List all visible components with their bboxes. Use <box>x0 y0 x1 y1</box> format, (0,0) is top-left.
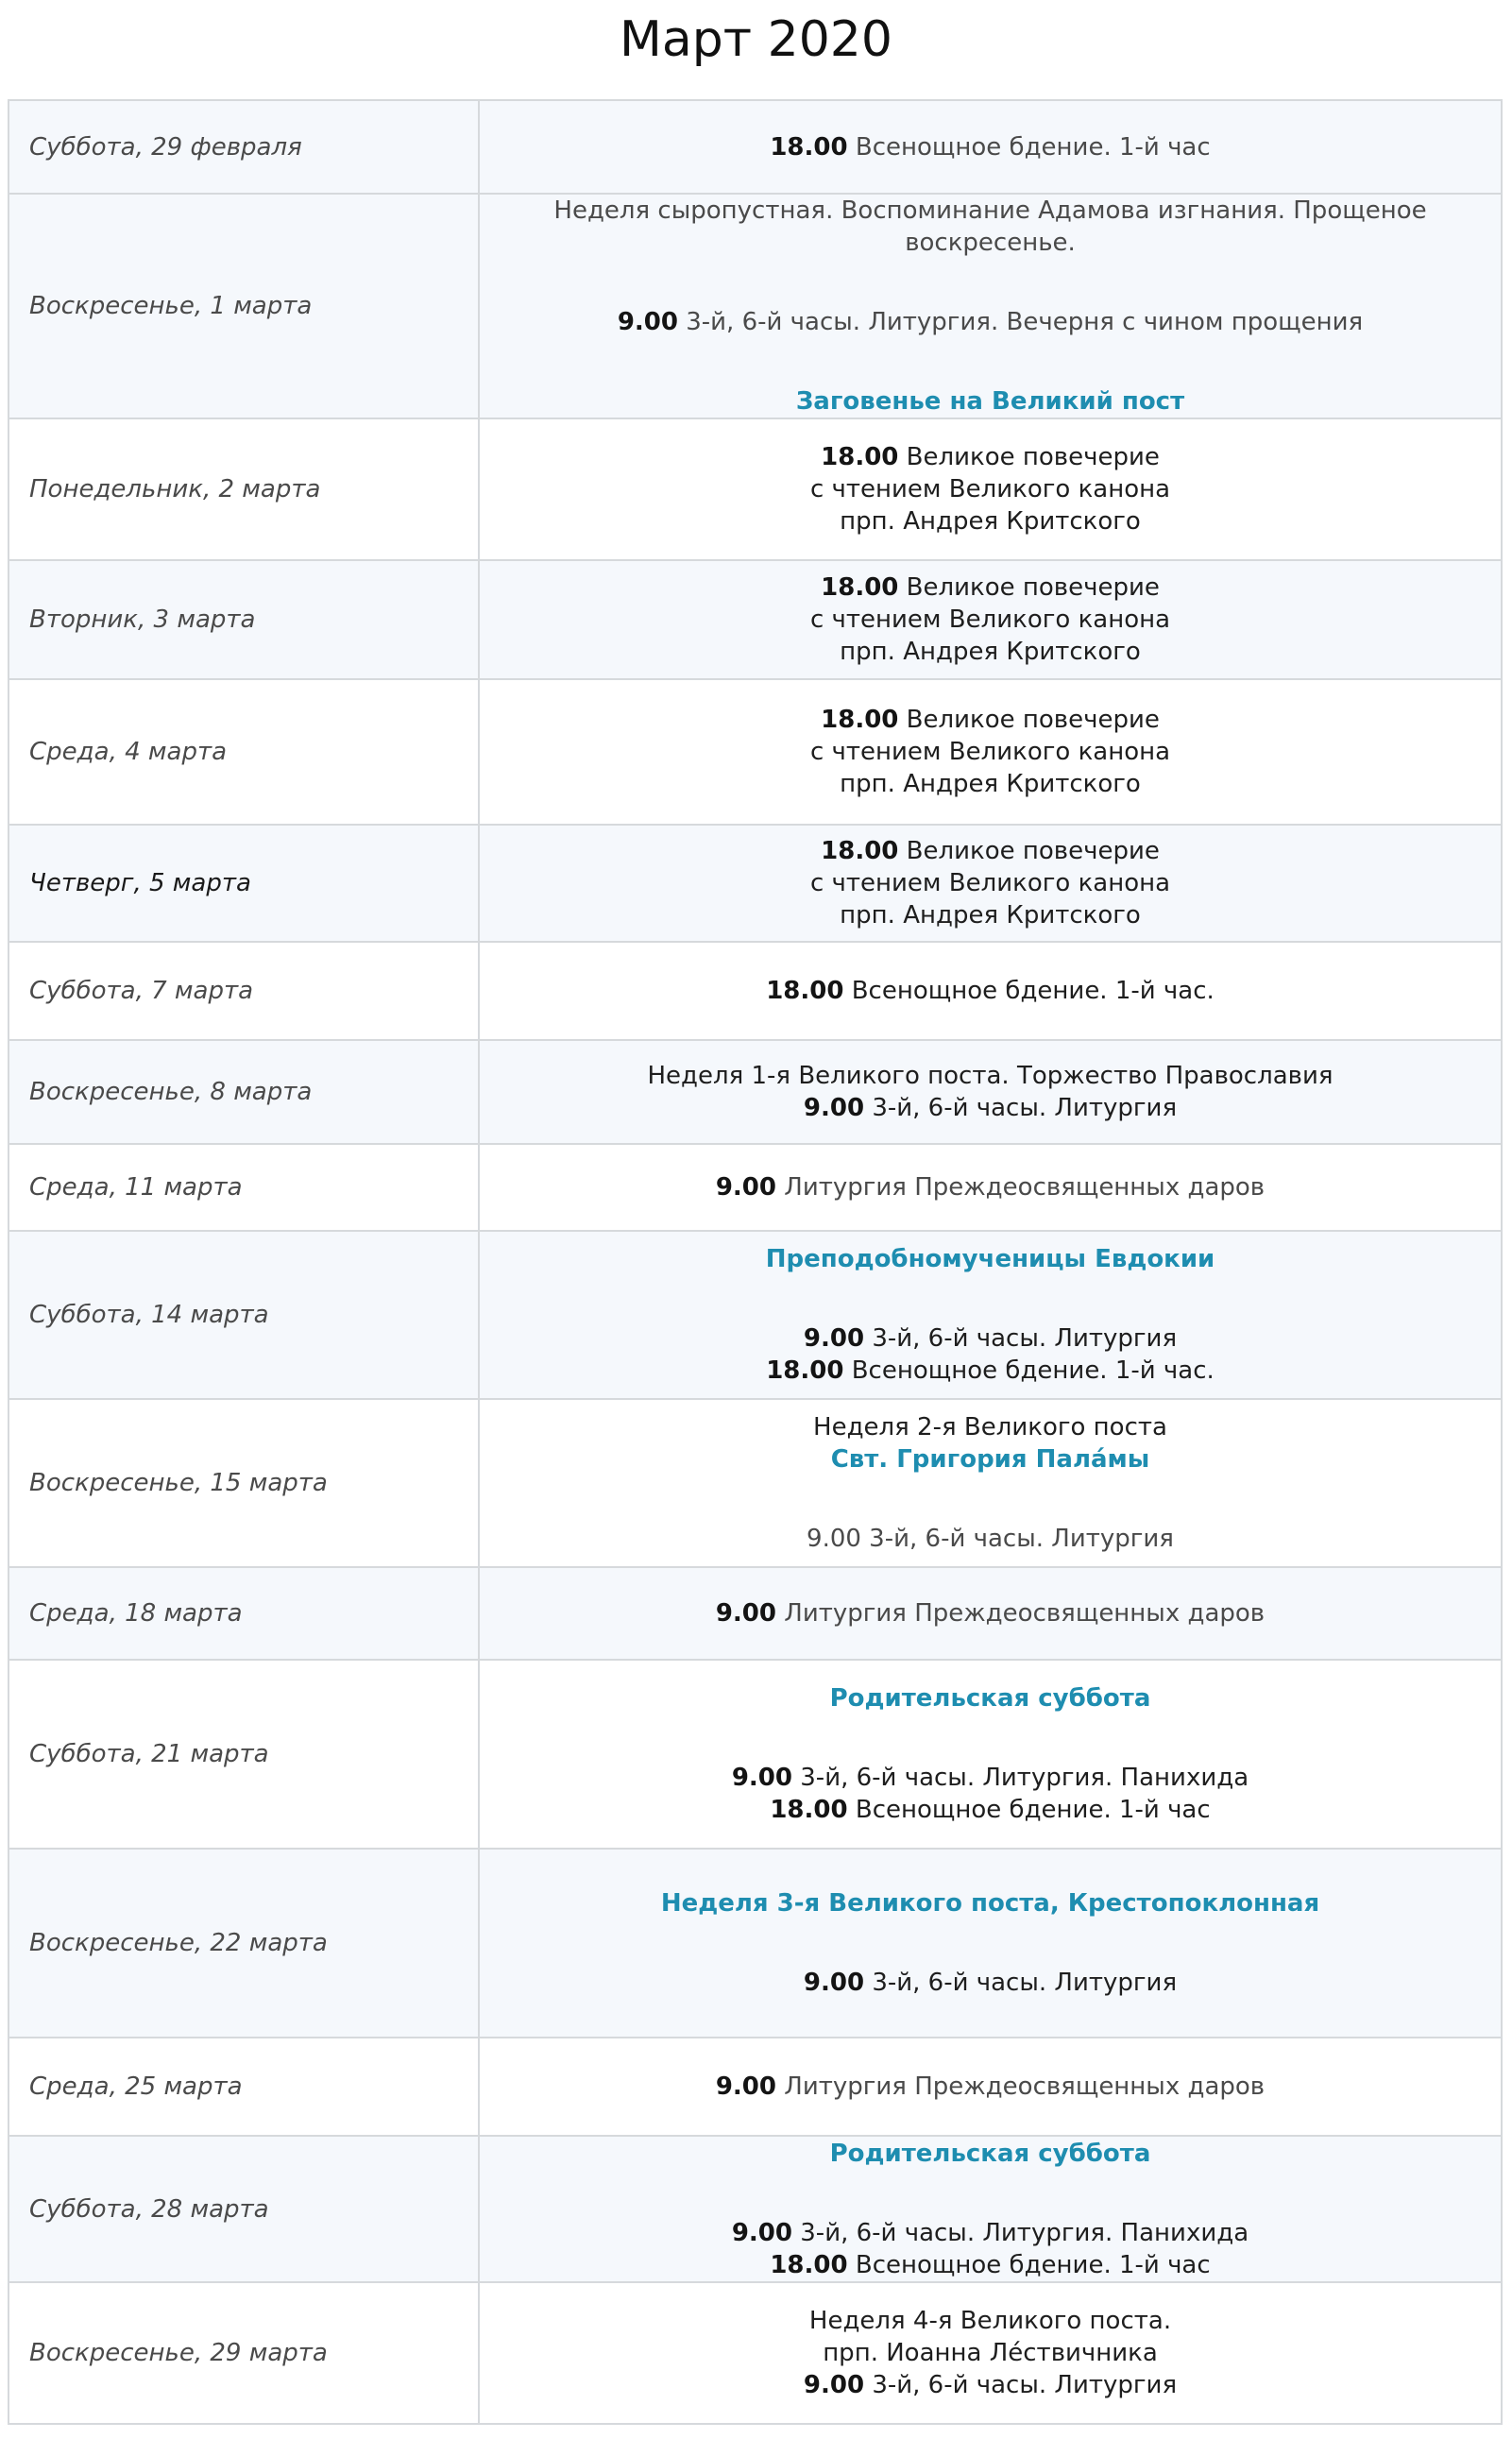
service-cell <box>479 1660 1502 1849</box>
service-line <box>480 1967 1501 1999</box>
page-title: Март 2020 <box>620 11 892 68</box>
table-row <box>8 679 1502 825</box>
service-line: Неделя 2-я Великого поста <box>813 1413 1167 1441</box>
service-time: 9.00 <box>731 1764 792 1792</box>
table-row <box>8 1040 1502 1144</box>
table-row <box>8 1399 1502 1567</box>
service-text: 3-й, 6-й часы. Литургия. Панихида <box>800 1764 1249 1792</box>
service-cell <box>479 1231 1502 1399</box>
service-text: Великое повечерие <box>906 573 1160 602</box>
service-time: 9.00 <box>803 1094 865 1122</box>
day-cell: Суббота, 7 марта <box>8 942 479 1040</box>
service-line <box>480 2071 1501 2103</box>
service-text: 3-й, 6-й часы. Литургия <box>872 1969 1178 1997</box>
day-cell: Воскресенье, 1 марта <box>8 194 479 418</box>
service-line <box>480 1171 1501 1203</box>
service-time: 9.00 <box>715 2072 776 2101</box>
service-time: 9.00 <box>715 1599 776 1628</box>
service-cell <box>479 1144 1502 1231</box>
service-time: 18.00 <box>766 977 844 1005</box>
service-cell <box>479 1399 1502 1567</box>
service-text: Всенощное бдение. 1-й час. <box>851 1356 1215 1385</box>
service-line <box>480 2217 1501 2249</box>
service-line: с чтением Великого канона <box>809 738 1171 766</box>
service-time: 18.00 <box>821 837 899 865</box>
service-cell <box>479 2282 1502 2424</box>
service-line <box>480 975 1501 1007</box>
service-text: Всенощное бдение. 1-й час <box>855 1796 1211 1824</box>
day-cell: Вторник, 3 марта <box>8 560 479 679</box>
service-line: прп. Иоанна Ле́ствичника <box>823 2339 1158 2367</box>
table-row <box>8 1849 1502 2038</box>
service-cell <box>479 1567 1502 1660</box>
table-row <box>8 1567 1502 1660</box>
service-text: 3-й, 6-й часы. Литургия <box>872 2371 1178 2399</box>
service-line <box>480 306 1501 338</box>
service-text: Всенощное бдение. 1-й час <box>855 132 1211 162</box>
table-row <box>8 100 1502 194</box>
service-cell <box>479 679 1502 825</box>
service-line: Неделя 1-я Великого поста. Торжество Православия <box>647 1062 1334 1090</box>
service-text: 3-й, 6-й часы. Литургия <box>872 1324 1178 1353</box>
service-time: 9.00 <box>731 2218 792 2247</box>
service-cell <box>479 1040 1502 1144</box>
service-line <box>480 1322 1501 1355</box>
service-cell <box>479 2136 1502 2282</box>
service-text: Великое повечерие <box>906 443 1160 471</box>
table-row <box>8 942 1502 1040</box>
service-line: Неделя сыропустная. Воспоминание Адамова изгнания. Прощеное воскресенье. <box>553 196 1427 257</box>
day-cell: Суббота, 29 февраля <box>8 100 479 194</box>
service-text: Всенощное бдение. 1-й час <box>855 2250 1211 2279</box>
day-cell: Суббота, 21 марта <box>8 1660 479 1849</box>
service-text: Литургия Преждеосвященных даров <box>784 1173 1266 1202</box>
service-time: 18.00 <box>821 573 899 602</box>
service-cell <box>479 100 1502 194</box>
day-cell: Воскресенье, 22 марта <box>8 1849 479 2038</box>
day-cell: Суббота, 14 марта <box>8 1231 479 1399</box>
service-time: 18.00 <box>770 132 848 162</box>
day-cell: Четверг, 5 марта <box>8 825 479 942</box>
service-cell <box>479 942 1502 1040</box>
service-text: 3-й, 6-й часы. Литургия. Вечерня с чином прощения <box>686 308 1364 336</box>
service-text: Литургия Преждеосвященных даров <box>784 2072 1266 2101</box>
service-line: прп. Андрея Критского <box>840 770 1141 798</box>
service-line: 9.00 3-й, 6-й часы. Литургия <box>807 1525 1174 1553</box>
service-text: Великое повечерие <box>906 837 1160 865</box>
service-line <box>480 704 1501 736</box>
service-line: Неделя 4-я Великого поста. <box>808 2307 1172 2335</box>
service-text: Всенощное бдение. 1-й час. <box>851 977 1215 1005</box>
day-cell: Суббота, 28 марта <box>8 2136 479 2282</box>
service-cell <box>479 194 1502 418</box>
table-row <box>8 1660 1502 1849</box>
service-time: 18.00 <box>821 706 899 734</box>
table-row <box>8 825 1502 942</box>
day-cell: Воскресенье, 8 марта <box>8 1040 479 1144</box>
service-line <box>480 2369 1501 2401</box>
service-cell <box>479 825 1502 942</box>
service-line: прп. Андрея Критского <box>840 507 1141 536</box>
service-time: 9.00 <box>803 1969 865 1997</box>
service-line <box>480 835 1501 867</box>
feast-heading: Заговенье на Великий пост <box>795 387 1185 416</box>
service-cell <box>479 418 1502 560</box>
day-cell: Понедельник, 2 марта <box>8 418 479 560</box>
service-line <box>480 1355 1501 1387</box>
day-cell: Среда, 18 марта <box>8 1567 479 1660</box>
service-time: 18.00 <box>770 1796 848 1824</box>
day-cell: Воскресенье, 29 марта <box>8 2282 479 2424</box>
service-text: 3-й, 6-й часы. Литургия <box>872 1094 1178 1122</box>
service-line <box>480 571 1501 604</box>
table-row <box>8 1231 1502 1399</box>
table-row <box>8 2038 1502 2136</box>
service-line: с чтением Великого канона <box>809 475 1171 503</box>
feast-heading: Родительская суббота <box>829 1684 1151 1713</box>
service-text: 3-й, 6-й часы. Литургия. Панихида <box>800 2218 1249 2247</box>
service-line <box>480 1597 1501 1629</box>
schedule-table <box>8 99 1503 2425</box>
service-cell <box>479 2038 1502 2136</box>
service-cell <box>479 1849 1502 2038</box>
service-time: 18.00 <box>821 443 899 471</box>
service-time: 9.00 <box>715 1173 776 1202</box>
service-time: 18.00 <box>766 1356 844 1385</box>
day-cell: Воскресенье, 15 марта <box>8 1399 479 1567</box>
service-time: 9.00 <box>803 2371 865 2399</box>
table-row <box>8 560 1502 679</box>
feast-heading: Неделя 3-я Великого поста, Крестопоклонная <box>660 1889 1320 1918</box>
service-line <box>480 1794 1501 1826</box>
table-row <box>8 194 1502 418</box>
feast-heading: Свт. Григория Пала́мы <box>830 1445 1150 1474</box>
service-line: прп. Андрея Критского <box>840 901 1141 930</box>
service-time: 18.00 <box>770 2250 848 2279</box>
service-line <box>480 1762 1501 1794</box>
day-cell: Среда, 11 марта <box>8 1144 479 1231</box>
service-text: Литургия Преждеосвященных даров <box>784 1599 1266 1628</box>
service-line: с чтением Великого канона <box>809 605 1171 634</box>
table-row <box>8 1144 1502 1231</box>
table-row <box>8 2136 1502 2282</box>
day-cell: Среда, 4 марта <box>8 679 479 825</box>
service-line <box>480 131 1501 163</box>
service-line <box>480 2249 1501 2281</box>
service-text: Великое повечерие <box>906 706 1160 734</box>
service-line: прп. Андрея Критского <box>840 638 1141 666</box>
service-cell <box>479 560 1502 679</box>
service-line: с чтением Великого канона <box>809 869 1171 897</box>
table-row <box>8 418 1502 560</box>
day-cell: Среда, 25 марта <box>8 2038 479 2136</box>
feast-heading: Родительская суббота <box>829 2139 1151 2168</box>
service-line <box>480 1092 1501 1124</box>
table-row <box>8 2282 1502 2424</box>
service-line <box>480 441 1501 473</box>
service-time: 9.00 <box>803 1324 865 1353</box>
feast-heading: Преподобномученицы Евдокии <box>765 1245 1215 1273</box>
service-time: 9.00 <box>617 308 678 336</box>
